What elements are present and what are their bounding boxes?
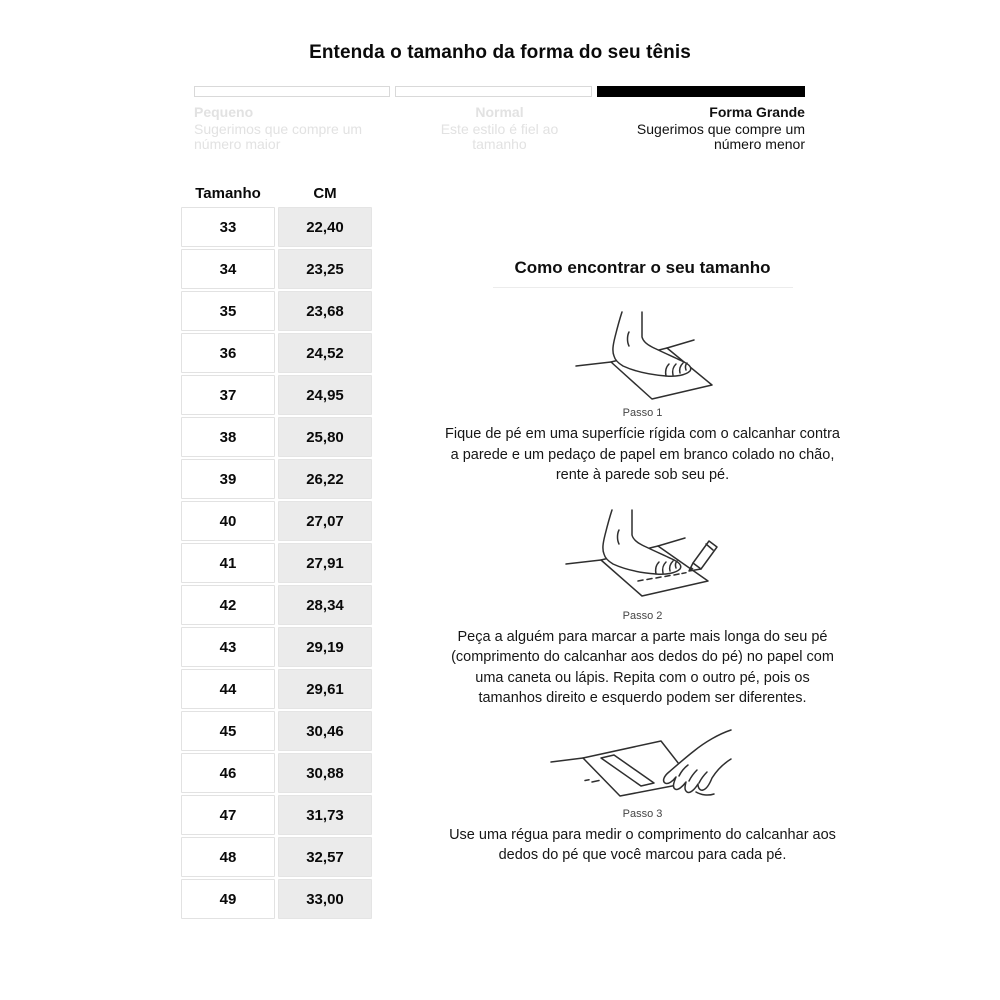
size-cell: 47 xyxy=(181,795,275,835)
fit-scale-bar xyxy=(194,86,805,97)
table-row xyxy=(181,753,372,793)
cm-cell: 25,80 xyxy=(278,417,372,457)
header-cell-cm: CM xyxy=(313,185,337,202)
size-table xyxy=(181,184,372,921)
table-row xyxy=(181,207,372,247)
fit-label-description: Sugerimos que compre um número maior xyxy=(194,120,363,152)
cm-cell: 27,91 xyxy=(278,543,372,583)
fit-label-forma-grande xyxy=(602,105,805,153)
foot-on-paper-illustration xyxy=(568,299,718,404)
cm-cell: 33,00 xyxy=(278,879,372,919)
size-cell: 42 xyxy=(181,585,275,625)
fit-label-description: Sugerimos que compre um número menor xyxy=(636,120,805,152)
howto-section xyxy=(445,258,840,866)
table-row xyxy=(181,837,372,877)
size-table-body xyxy=(181,207,372,919)
fit-label-normal xyxy=(398,105,601,153)
fit-label-title: Pequeno xyxy=(194,104,254,120)
size-cell: 46 xyxy=(181,753,275,793)
cm-cell: 24,95 xyxy=(278,375,372,415)
step-3-label: Passo 3 xyxy=(622,807,663,820)
fit-label-title: Normal xyxy=(475,104,524,120)
cm-cell: 22,40 xyxy=(278,207,372,247)
table-row xyxy=(181,669,372,709)
size-cell: 41 xyxy=(181,543,275,583)
table-row xyxy=(181,879,372,919)
cm-cell: 23,68 xyxy=(278,291,372,331)
table-row xyxy=(181,501,372,541)
size-cell: 35 xyxy=(181,291,275,331)
size-cell: 37 xyxy=(181,375,275,415)
table-row xyxy=(181,543,372,583)
fit-segment-normal xyxy=(395,86,591,97)
step-1-label: Passo 1 xyxy=(622,407,663,419)
size-cell: 34 xyxy=(181,249,275,289)
table-row xyxy=(181,627,372,667)
table-row xyxy=(181,711,372,751)
table-row xyxy=(181,291,372,331)
fit-label-title: Forma Grande xyxy=(709,104,805,120)
size-cell: 43 xyxy=(181,627,275,667)
fit-scale-labels xyxy=(194,105,805,153)
cm-cell: 29,19 xyxy=(278,627,372,667)
cm-cell: 32,57 xyxy=(278,837,372,877)
size-cell: 48 xyxy=(181,837,275,877)
table-row xyxy=(181,375,372,415)
table-row xyxy=(181,333,372,373)
table-row xyxy=(181,249,372,289)
fit-segment-pequeno xyxy=(194,86,390,97)
step-2-text: Peça a alguém para marcar a parte mais longa do seu pé (comprimento do calcanhar aos dedos do pé) no papel com uma caneta ou lápis. Repita com o outro pé, pois os tamanhos direito e esquerdo podem ser diferentes. xyxy=(451,628,834,706)
step-2-label: Passo 2 xyxy=(622,609,663,622)
size-cell: 44 xyxy=(181,669,275,709)
howto-divider xyxy=(493,287,793,288)
size-cell: 36 xyxy=(181,333,275,373)
fit-segment-forma-grande xyxy=(597,86,805,97)
howto-title: Como encontrar o seu tamanho xyxy=(514,258,771,277)
cm-cell: 29,61 xyxy=(278,669,372,709)
cm-cell: 27,07 xyxy=(278,501,372,541)
cm-cell: 26,22 xyxy=(278,459,372,499)
fit-label-description: Este estilo é fiel ao tamanho xyxy=(440,120,559,152)
cm-cell: 30,46 xyxy=(278,711,372,751)
table-row xyxy=(181,795,372,835)
size-cell: 38 xyxy=(181,417,275,457)
size-table-header xyxy=(181,184,372,204)
cm-cell: 23,25 xyxy=(278,249,372,289)
step-1-text: Fique de pé em uma superfície rígida com o calcanhar contra a parede e um pedaço de papel em branco colado no chão, rente à parede sob seu pé. xyxy=(445,426,840,483)
size-cell: 49 xyxy=(181,879,275,919)
cm-cell: 31,73 xyxy=(278,795,372,835)
cm-cell: 30,88 xyxy=(278,753,372,793)
page-title: Entenda o tamanho da forma do seu tênis xyxy=(309,42,691,63)
fit-label-pequeno xyxy=(194,105,397,153)
table-row xyxy=(181,585,372,625)
header-cell-tamanho: Tamanho xyxy=(195,185,261,202)
size-cell: 39 xyxy=(181,459,275,499)
hand-ruler-illustration xyxy=(543,720,743,805)
foot-on-paper-pencil-illustration xyxy=(558,497,728,607)
size-cell: 45 xyxy=(181,711,275,751)
cm-cell: 24,52 xyxy=(278,333,372,373)
step-3-text: Use uma régua para medir o comprimento do calcanhar aos dedos do pé que você marcou para cada pé. xyxy=(449,826,836,863)
size-cell: 33 xyxy=(181,207,275,247)
cm-cell: 28,34 xyxy=(278,585,372,625)
table-row xyxy=(181,417,372,457)
size-cell: 40 xyxy=(181,501,275,541)
table-row xyxy=(181,459,372,499)
